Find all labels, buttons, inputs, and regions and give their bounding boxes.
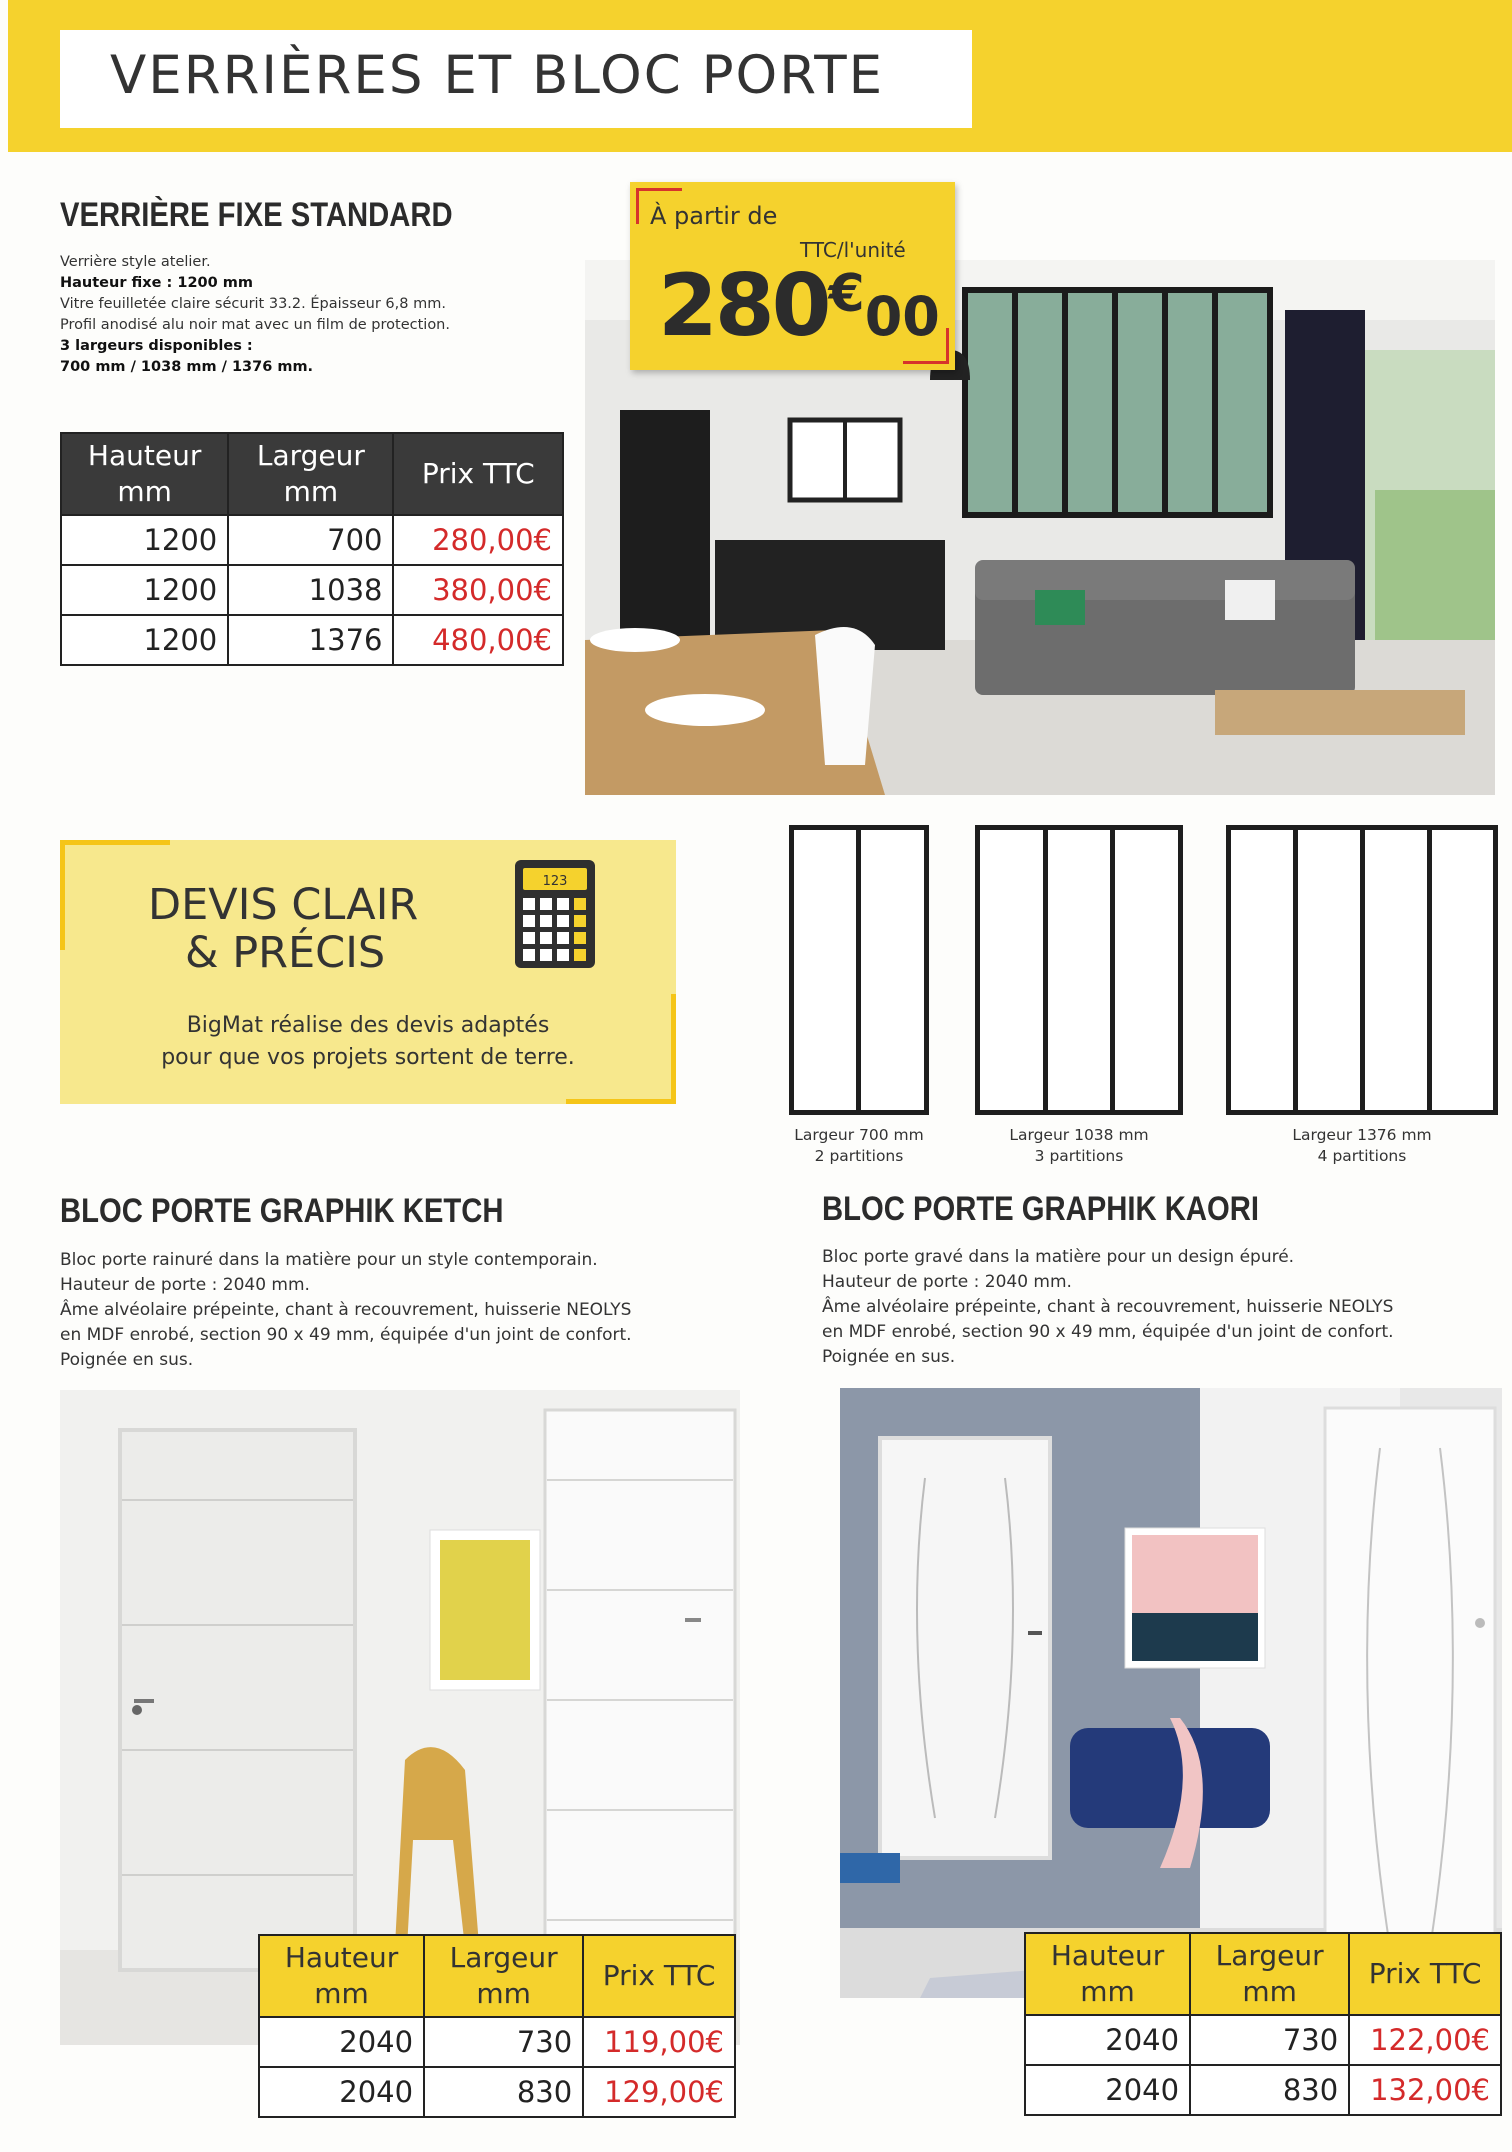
frame-partition bbox=[856, 830, 861, 1110]
col-header-prix: Prix TTC bbox=[583, 1935, 735, 2017]
col-header-hauteur: Hauteur mm bbox=[1025, 1933, 1190, 2015]
badge-price-cents: 00 bbox=[864, 285, 940, 348]
table-row bbox=[61, 615, 563, 665]
desc-line: 3 largeurs disponibles : bbox=[60, 338, 253, 354]
cell-largeur: 700 bbox=[228, 515, 393, 565]
cell-largeur: 830 bbox=[424, 2067, 583, 2117]
col-header-prix: Prix TTC bbox=[1349, 1933, 1501, 2015]
badge-unit-label: TTC/l'unité bbox=[800, 238, 906, 262]
badge-price-euros: 280 bbox=[658, 256, 829, 356]
cell-hauteur: 2040 bbox=[1025, 2065, 1190, 2115]
kaori-door-photo bbox=[840, 1388, 1502, 1998]
table-row bbox=[1025, 2015, 1501, 2065]
cell-largeur: 1038 bbox=[228, 565, 393, 615]
calculator-display: 123 bbox=[542, 874, 568, 889]
cell-largeur: 730 bbox=[1190, 2015, 1349, 2065]
desc-line: Hauteur de porte : 2040 mm. bbox=[822, 1272, 1072, 1292]
cell-prix: 132,00€ bbox=[1349, 2065, 1501, 2115]
frame-caption-1376 bbox=[1262, 1125, 1462, 1167]
kaori-price-table bbox=[1024, 1932, 1502, 2116]
table-row bbox=[259, 2017, 735, 2067]
desc-line: Hauteur fixe : 1200 mm bbox=[60, 275, 253, 291]
desc-line: en MDF enrobé, section 90 x 49 mm, équipée d'un joint de confort. bbox=[60, 1325, 632, 1345]
badge-price bbox=[658, 256, 940, 356]
col-header-prix: Prix TTC bbox=[393, 433, 563, 515]
cell-prix: 119,00€ bbox=[583, 2017, 735, 2067]
frame-partition bbox=[1110, 830, 1115, 1110]
table-header-row bbox=[259, 1935, 735, 2017]
cell-hauteur: 2040 bbox=[259, 2067, 424, 2117]
table-header-row bbox=[61, 433, 563, 515]
cell-prix: 280,00€ bbox=[393, 515, 563, 565]
table-row bbox=[61, 565, 563, 615]
page-title: VERRIÈRES ET BLOC PORTE bbox=[110, 45, 885, 106]
badge-currency: € bbox=[828, 264, 865, 324]
cell-hauteur: 2040 bbox=[1025, 2015, 1190, 2065]
frame-700 bbox=[789, 825, 929, 1115]
frame-caption-label: Largeur 1376 mm bbox=[1292, 1126, 1432, 1144]
kaori-description bbox=[822, 1245, 1394, 1370]
verriere-price-table bbox=[60, 432, 564, 666]
price-badge bbox=[630, 182, 955, 370]
devis-text bbox=[80, 1010, 656, 1074]
frame-caption-sub: 3 partitions bbox=[1034, 1147, 1124, 1165]
col-header-largeur: Largeur mm bbox=[1190, 1933, 1349, 2015]
cell-hauteur: 2040 bbox=[259, 2017, 424, 2067]
desc-line: Vitre feuilletée claire sécurit 33.2. Épaisseur 6,8 mm. bbox=[60, 296, 446, 312]
cell-prix: 122,00€ bbox=[1349, 2015, 1501, 2065]
cell-prix: 129,00€ bbox=[583, 2067, 735, 2117]
frame-caption-label: Largeur 1038 mm bbox=[1009, 1126, 1149, 1144]
col-header-largeur: Largeur mm bbox=[424, 1935, 583, 2017]
col-header-hauteur: Hauteur mm bbox=[259, 1935, 424, 2017]
frame-caption-sub: 2 partitions bbox=[814, 1147, 904, 1165]
verriere-description bbox=[60, 252, 450, 378]
cell-hauteur: 1200 bbox=[61, 515, 228, 565]
desc-line: Hauteur de porte : 2040 mm. bbox=[60, 1275, 310, 1295]
cell-largeur: 1376 bbox=[228, 615, 393, 665]
devis-text-line: pour que vos projets sortent de terre. bbox=[161, 1045, 575, 1070]
frame-caption-700 bbox=[759, 1125, 959, 1167]
frame-partition bbox=[1293, 830, 1298, 1110]
devis-title-line1: DEVIS CLAIR bbox=[148, 880, 419, 930]
calculator-icon bbox=[515, 860, 595, 968]
frame-caption-1038 bbox=[979, 1125, 1179, 1167]
devis-text-line: BigMat réalise des devis adaptés bbox=[186, 1013, 550, 1038]
cell-hauteur: 1200 bbox=[61, 615, 228, 665]
desc-line: Poignée en sus. bbox=[822, 1347, 956, 1367]
frame-partition bbox=[1043, 830, 1048, 1110]
col-header-hauteur: Hauteur mm bbox=[61, 433, 228, 515]
cell-largeur: 830 bbox=[1190, 2065, 1349, 2115]
desc-line: 700 mm / 1038 mm / 1376 mm. bbox=[60, 359, 314, 375]
desc-line: Âme alvéolaire prépeinte, chant à recouvrement, huisserie NEOLYS bbox=[822, 1297, 1394, 1317]
devis-title-line2: & PRÉCIS bbox=[185, 928, 386, 978]
ketch-title: BLOC PORTE GRAPHIK KETCH bbox=[60, 1192, 504, 1230]
cell-largeur: 730 bbox=[424, 2017, 583, 2067]
cell-prix: 380,00€ bbox=[393, 565, 563, 615]
cell-hauteur: 1200 bbox=[61, 565, 228, 615]
frame-caption-sub: 4 partitions bbox=[1317, 1147, 1407, 1165]
table-row bbox=[61, 515, 563, 565]
cell-prix: 480,00€ bbox=[393, 615, 563, 665]
table-header-row bbox=[1025, 1933, 1501, 2015]
desc-line: en MDF enrobé, section 90 x 49 mm, équipée d'un joint de confort. bbox=[822, 1322, 1394, 1342]
desc-line: Verrière style atelier. bbox=[60, 254, 211, 270]
ketch-description bbox=[60, 1248, 632, 1373]
devis-box bbox=[60, 840, 676, 1104]
desc-line: Âme alvéolaire prépeinte, chant à recouvrement, huisserie NEOLYS bbox=[60, 1300, 632, 1320]
desc-line: Bloc porte rainuré dans la matière pour un style contemporain. bbox=[60, 1250, 598, 1270]
frame-1038 bbox=[975, 825, 1183, 1115]
table-row bbox=[259, 2067, 735, 2117]
frame-partition bbox=[1427, 830, 1432, 1110]
kaori-title: BLOC PORTE GRAPHIK KAORI bbox=[822, 1190, 1259, 1228]
frame-caption-label: Largeur 700 mm bbox=[794, 1126, 924, 1144]
desc-line: Bloc porte gravé dans la matière pour un design épuré. bbox=[822, 1247, 1295, 1267]
table-row bbox=[1025, 2065, 1501, 2115]
frame-1376 bbox=[1226, 825, 1498, 1115]
desc-line: Poignée en sus. bbox=[60, 1350, 194, 1370]
desc-line: Profil anodisé alu noir mat avec un film de protection. bbox=[60, 317, 450, 333]
badge-from-label: À partir de bbox=[650, 202, 778, 230]
verriere-title: VERRIÈRE FIXE STANDARD bbox=[60, 196, 453, 234]
ketch-price-table bbox=[258, 1934, 736, 2118]
frame-partition bbox=[1360, 830, 1365, 1110]
col-header-largeur: Largeur mm bbox=[228, 433, 393, 515]
